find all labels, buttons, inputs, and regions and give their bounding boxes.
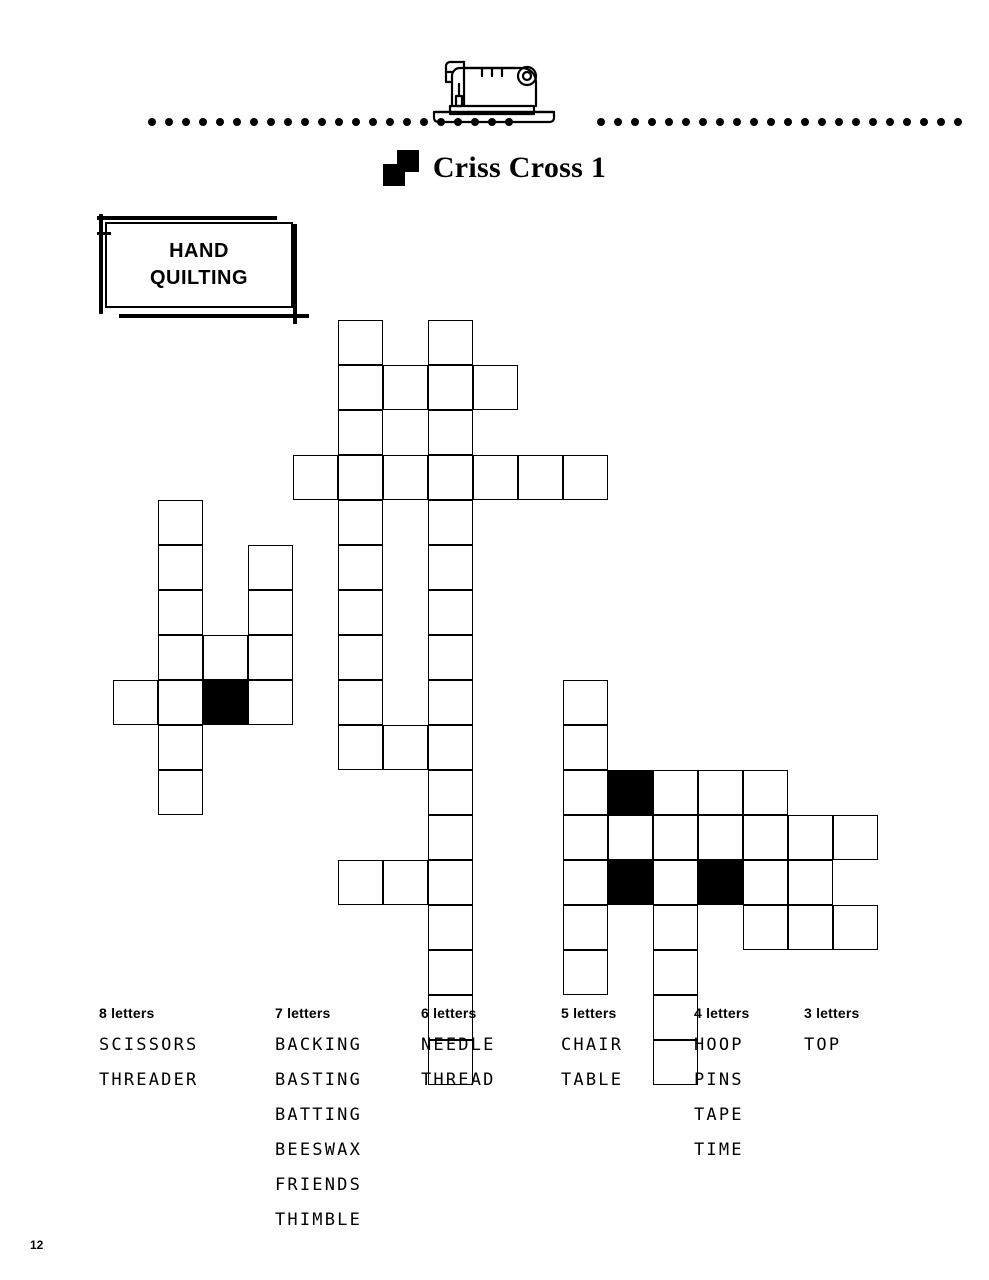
grid-cell[interactable] bbox=[428, 455, 473, 500]
grid-cell[interactable] bbox=[338, 365, 383, 410]
page-title: Criss Cross 1 bbox=[432, 151, 607, 184]
decorative-dot bbox=[665, 118, 673, 126]
decorative-dot bbox=[784, 118, 792, 126]
word-list-item[interactable]: TOP bbox=[804, 1035, 842, 1055]
grid-cell[interactable] bbox=[653, 860, 698, 905]
decorative-dot bbox=[165, 118, 173, 126]
grid-cell[interactable] bbox=[338, 725, 383, 770]
grid-cell[interactable] bbox=[158, 680, 203, 725]
grid-cell[interactable] bbox=[248, 680, 293, 725]
dot-row-right bbox=[597, 118, 962, 126]
decorative-dot bbox=[301, 118, 309, 126]
decorative-dot bbox=[750, 118, 758, 126]
decorative-dot bbox=[682, 118, 690, 126]
word-list-heading: 4 letters bbox=[694, 1005, 750, 1021]
grid-cell-blocked bbox=[608, 860, 653, 905]
grid-cell-blocked bbox=[203, 680, 248, 725]
theme-box bbox=[97, 214, 309, 324]
grid-cell[interactable] bbox=[428, 365, 473, 410]
grid-cell[interactable] bbox=[338, 545, 383, 590]
grid-cell[interactable] bbox=[248, 590, 293, 635]
decorative-dot bbox=[818, 118, 826, 126]
decorative-dot bbox=[716, 118, 724, 126]
grid-cell[interactable] bbox=[338, 455, 383, 500]
word-list-item[interactable]: TAPE bbox=[694, 1105, 744, 1125]
word-list-heading: 7 letters bbox=[275, 1005, 331, 1021]
grid-cell[interactable] bbox=[338, 680, 383, 725]
grid-cell[interactable] bbox=[338, 410, 383, 455]
decorative-dot bbox=[597, 118, 605, 126]
grid-cell[interactable] bbox=[563, 815, 608, 860]
grid-cell[interactable] bbox=[428, 590, 473, 635]
decorative-dot bbox=[386, 118, 394, 126]
decorative-dot bbox=[369, 118, 377, 126]
decorative-dot bbox=[954, 118, 962, 126]
grid-cell[interactable] bbox=[563, 455, 608, 500]
grid-cell[interactable] bbox=[473, 365, 518, 410]
decorative-dot bbox=[852, 118, 860, 126]
decorative-dot bbox=[699, 118, 707, 126]
grid-cell[interactable] bbox=[158, 500, 203, 545]
grid-cell[interactable] bbox=[653, 770, 698, 815]
word-list-item[interactable]: NEEDLE bbox=[421, 1035, 496, 1055]
word-list-item[interactable]: BASTING bbox=[275, 1070, 363, 1090]
sewing-machine-icon bbox=[430, 42, 562, 138]
grid-cell[interactable] bbox=[563, 725, 608, 770]
grid-cell[interactable] bbox=[428, 950, 473, 995]
grid-cell[interactable] bbox=[653, 815, 698, 860]
decorative-dot bbox=[937, 118, 945, 126]
theme-label-line2: QUILTING bbox=[149, 267, 249, 289]
grid-cell[interactable] bbox=[158, 770, 203, 815]
grid-cell[interactable] bbox=[113, 680, 158, 725]
word-list-item[interactable]: BATTING bbox=[275, 1105, 363, 1125]
grid-cell[interactable] bbox=[608, 815, 653, 860]
grid-cell[interactable] bbox=[743, 815, 788, 860]
grid-cell[interactable] bbox=[338, 320, 383, 365]
grid-cell[interactable] bbox=[383, 725, 428, 770]
decorative-dot bbox=[233, 118, 241, 126]
word-list-item[interactable]: FRIENDS bbox=[275, 1175, 363, 1195]
grid-cell[interactable] bbox=[158, 545, 203, 590]
grid-cell[interactable] bbox=[428, 545, 473, 590]
grid-cell[interactable] bbox=[473, 455, 518, 500]
word-list-heading: 3 letters bbox=[804, 1005, 860, 1021]
decorative-dot bbox=[403, 118, 411, 126]
word-list-item[interactable]: SCISSORS bbox=[99, 1035, 199, 1055]
grid-cell[interactable] bbox=[743, 860, 788, 905]
grid-cell[interactable] bbox=[563, 770, 608, 815]
word-list-item[interactable]: THREAD bbox=[421, 1070, 496, 1090]
grid-cell[interactable] bbox=[383, 860, 428, 905]
grid-cell[interactable] bbox=[743, 905, 788, 950]
decorative-dot bbox=[284, 118, 292, 126]
grid-cell[interactable] bbox=[428, 860, 473, 905]
grid-cell[interactable] bbox=[158, 590, 203, 635]
grid-cell[interactable] bbox=[428, 410, 473, 455]
grid-cell[interactable] bbox=[563, 680, 608, 725]
grid-cell[interactable] bbox=[158, 725, 203, 770]
word-list-heading: 6 letters bbox=[421, 1005, 477, 1021]
grid-cell[interactable] bbox=[248, 545, 293, 590]
decorative-dot bbox=[801, 118, 809, 126]
decorative-dot bbox=[733, 118, 741, 126]
grid-cell[interactable] bbox=[428, 770, 473, 815]
grid-cell[interactable] bbox=[788, 905, 833, 950]
decorative-dot bbox=[614, 118, 622, 126]
word-list-heading: 5 letters bbox=[561, 1005, 617, 1021]
theme-label bbox=[105, 222, 293, 308]
grid-cell[interactable] bbox=[203, 635, 248, 680]
grid-cell[interactable] bbox=[833, 815, 878, 860]
grid-cell[interactable] bbox=[653, 905, 698, 950]
grid-cell[interactable] bbox=[428, 635, 473, 680]
theme-label-line1: HAND bbox=[169, 240, 229, 262]
grid-cell[interactable] bbox=[833, 905, 878, 950]
grid-cell[interactable] bbox=[338, 860, 383, 905]
decorative-dot bbox=[250, 118, 258, 126]
grid-cell[interactable] bbox=[698, 770, 743, 815]
decorative-dot bbox=[835, 118, 843, 126]
grid-cell[interactable] bbox=[428, 320, 473, 365]
grid-cell[interactable] bbox=[563, 860, 608, 905]
decorative-dot bbox=[869, 118, 877, 126]
grid-cell[interactable] bbox=[338, 500, 383, 545]
grid-cell[interactable] bbox=[338, 590, 383, 635]
grid-cell[interactable] bbox=[698, 815, 743, 860]
word-list-item[interactable]: PINS bbox=[694, 1070, 744, 1090]
grid-cell[interactable] bbox=[563, 905, 608, 950]
decorative-dot bbox=[648, 118, 656, 126]
decorative-dot bbox=[318, 118, 326, 126]
grid-cell[interactable] bbox=[158, 635, 203, 680]
grid-cell[interactable] bbox=[428, 905, 473, 950]
word-list-item[interactable]: BEESWAX bbox=[275, 1140, 363, 1160]
word-list-column bbox=[694, 1005, 804, 1245]
word-list-item[interactable]: TIME bbox=[694, 1140, 744, 1160]
word-list-item[interactable]: THIMBLE bbox=[275, 1210, 363, 1230]
word-list-column bbox=[421, 1005, 561, 1245]
word-list-item[interactable]: TABLE bbox=[561, 1070, 624, 1090]
word-list-column bbox=[561, 1005, 694, 1245]
grid-cell[interactable] bbox=[743, 770, 788, 815]
grid-cell-blocked bbox=[698, 860, 743, 905]
grid-cell[interactable] bbox=[428, 725, 473, 770]
grid-cell[interactable] bbox=[338, 635, 383, 680]
decorative-dot bbox=[182, 118, 190, 126]
grid-cell[interactable] bbox=[428, 680, 473, 725]
decorative-dot bbox=[267, 118, 275, 126]
grid-cell[interactable] bbox=[428, 500, 473, 545]
decorative-dot bbox=[335, 118, 343, 126]
decorative-dot bbox=[886, 118, 894, 126]
decorative-dot bbox=[631, 118, 639, 126]
grid-cell[interactable] bbox=[653, 950, 698, 995]
decorative-dot bbox=[352, 118, 360, 126]
grid-cell[interactable] bbox=[518, 455, 563, 500]
word-list-column bbox=[275, 1005, 421, 1245]
word-list-column bbox=[99, 1005, 275, 1245]
decorative-dot bbox=[148, 118, 156, 126]
grid-cell[interactable] bbox=[293, 455, 338, 500]
word-lists bbox=[99, 1005, 929, 1245]
page-number: 12 bbox=[30, 1238, 44, 1252]
grid-cell[interactable] bbox=[563, 950, 608, 995]
decorative-dot bbox=[903, 118, 911, 126]
word-list-heading: 8 letters bbox=[99, 1005, 155, 1021]
decorative-dot bbox=[920, 118, 928, 126]
word-list-item[interactable]: THREADER bbox=[99, 1070, 199, 1090]
word-list-item[interactable]: HOOP bbox=[694, 1035, 744, 1055]
grid-cell[interactable] bbox=[248, 635, 293, 680]
decorative-dot bbox=[767, 118, 775, 126]
puzzle-title-row bbox=[0, 150, 989, 186]
word-list-item[interactable]: CHAIR bbox=[561, 1035, 624, 1055]
grid-cell[interactable] bbox=[428, 815, 473, 860]
decorative-dot bbox=[199, 118, 207, 126]
word-list-item[interactable]: BACKING bbox=[275, 1035, 363, 1055]
word-list-column bbox=[804, 1005, 904, 1245]
page-header bbox=[0, 22, 989, 132]
grid-cell[interactable] bbox=[788, 860, 833, 905]
grid-cell-blocked bbox=[608, 770, 653, 815]
grid-cell[interactable] bbox=[788, 815, 833, 860]
decorative-dot bbox=[216, 118, 224, 126]
two-squares-icon bbox=[383, 150, 419, 186]
decorative-dot bbox=[420, 118, 428, 126]
grid-cell[interactable] bbox=[383, 365, 428, 410]
grid-cell[interactable] bbox=[383, 455, 428, 500]
